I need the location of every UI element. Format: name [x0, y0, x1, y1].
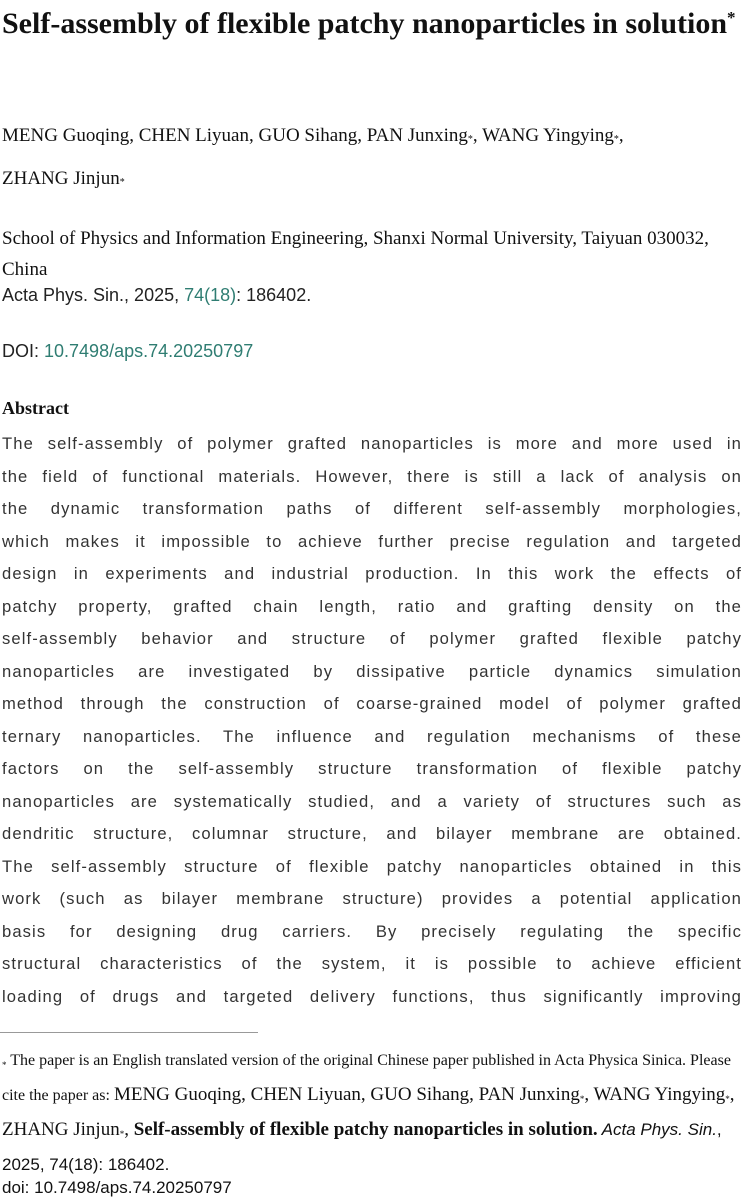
abstract-line: design in experiments and industrial production. In this work the effects of	[2, 564, 742, 583]
abstract-line: The self-assembly structure of flexible patchy nanoparticles obtained in this	[2, 856, 742, 876]
journal-citation	[2, 285, 311, 306]
doi-link[interactable]: 10.7498/aps.74.20250797	[44, 341, 254, 361]
corresponding-mark: *	[725, 1094, 730, 1104]
abstract-body	[2, 428, 742, 1013]
abstract-line: structural characteristics of the system, it is possible to achieve efficient	[2, 954, 742, 973]
abstract-line: ternary nanoparticles. The influence and regulation mechanisms of these	[2, 726, 742, 746]
abstract-line: which makes it impossible to achieve further precise regulation and targeted	[2, 531, 742, 551]
paper-title	[2, 0, 737, 52]
author: ZHANG Jinjun	[2, 168, 120, 189]
cite-journal: Acta Phys. Sin.	[601, 1120, 717, 1139]
abstract-line: factors on the self-assembly structure transformation of flexible patchy	[2, 759, 742, 778]
doi-label: DOI:	[2, 341, 45, 361]
abstract-line: work (such as bilayer membrane structure) provides a potential application	[2, 889, 742, 908]
cite-title: Self-assembly of flexible patchy nanoparticles in solution.	[133, 1119, 598, 1140]
abstract-line: method through the construction of coarse-grained model of polymer grafted	[2, 694, 742, 713]
abstract-line: The self-assembly of polymer grafted nanoparticles is more and more used in	[2, 434, 742, 453]
abstract-line: the field of functional materials. However, there is still a lack of analysis on	[2, 466, 742, 486]
footnote-doi: doi: 10.7498/aps.74.20250797	[2, 1178, 232, 1197]
volume-link[interactable]: 74(18)	[184, 285, 237, 305]
title-footnote-mark: *	[727, 8, 736, 27]
footnote-mark: *	[2, 1060, 7, 1070]
corresponding-mark: *	[119, 177, 125, 188]
abstract-line: self-assembly behavior and structure of polymer grafted flexible patchy	[2, 629, 742, 648]
corresponding-mark: *	[119, 1129, 125, 1139]
abstract-line: basis for designing drug carriers. By precisely regulating the specific	[2, 921, 742, 941]
cite-details: , 2025, 74(18): 186402.	[2, 1120, 722, 1174]
footnote-text: The paper is an English translated version of the original Chinese paper published in Acta Physica Sinica. Please cite the paper as:	[2, 1052, 731, 1104]
journal-prefix: Acta Phys. Sin., 2025,	[2, 285, 185, 305]
footnote-divider	[0, 1032, 258, 1033]
corresponding-mark: *	[467, 134, 473, 145]
abstract-line: the dynamic transformation paths of different self-assembly morphologies,	[2, 499, 742, 518]
cite-authors: , ZHANG Jinjun	[2, 1084, 735, 1140]
abstract-line: nanoparticles are systematically studied, and a variety of structures such as	[2, 791, 742, 811]
journal-suffix: : 186402.	[236, 285, 312, 305]
author: WANG Yingying	[482, 125, 614, 146]
author: GUO Sihang	[258, 125, 358, 146]
doi-line	[2, 341, 253, 362]
author-list: MENG Guoqing, CHEN Liyuan, GUO Sihang, PAN Junxing*, WANG Yingying*, ZHANG Jinjun*	[2, 125, 624, 189]
abstract-line: dendritic structure, columnar structure, and bilayer membrane are obtained.	[2, 824, 742, 843]
corresponding-mark: *	[613, 134, 619, 145]
cite-authors: MENG Guoqing, CHEN Liyuan, GUO Sihang, PAN Junxing	[113, 1084, 580, 1105]
corresponding-mark: *	[579, 1094, 585, 1104]
affiliation: School of Physics and Information Engineering, Shanxi Normal University, Taiyuan 030032, China	[2, 228, 709, 280]
abstract-line: patchy property, grafted chain length, ratio and grafting density on the	[2, 596, 742, 616]
abstract-heading: Abstract	[2, 398, 69, 418]
abstract-line: nanoparticles are investigated by dissipative particle dynamics simulation	[2, 661, 742, 681]
cite-authors: , WANG Yingying	[584, 1084, 726, 1105]
footnote: * The paper is an English translated version of the original Chinese paper published in Acta Physica Sinica. Please cite the paper as: MENG Guoqing, CHEN Liyuan, GUO Sihang, PAN Junxing*, WANG Yingying*, ZHANG Jinjun*, Self-assembly of flexible patchy nanoparticles in solution. Acta Phys. Sin., 2025, 74(18): 186402.	[2, 1052, 735, 1174]
title-text: Self-assembly of flexible patchy nanoparticles in solution	[2, 7, 728, 40]
author: CHEN Liyuan	[138, 125, 249, 146]
author: MENG Guoqing	[2, 125, 130, 146]
author: PAN Junxing	[366, 125, 468, 146]
abstract-line: loading of drugs and targeted delivery functions, thus significantly improving	[2, 986, 742, 1006]
